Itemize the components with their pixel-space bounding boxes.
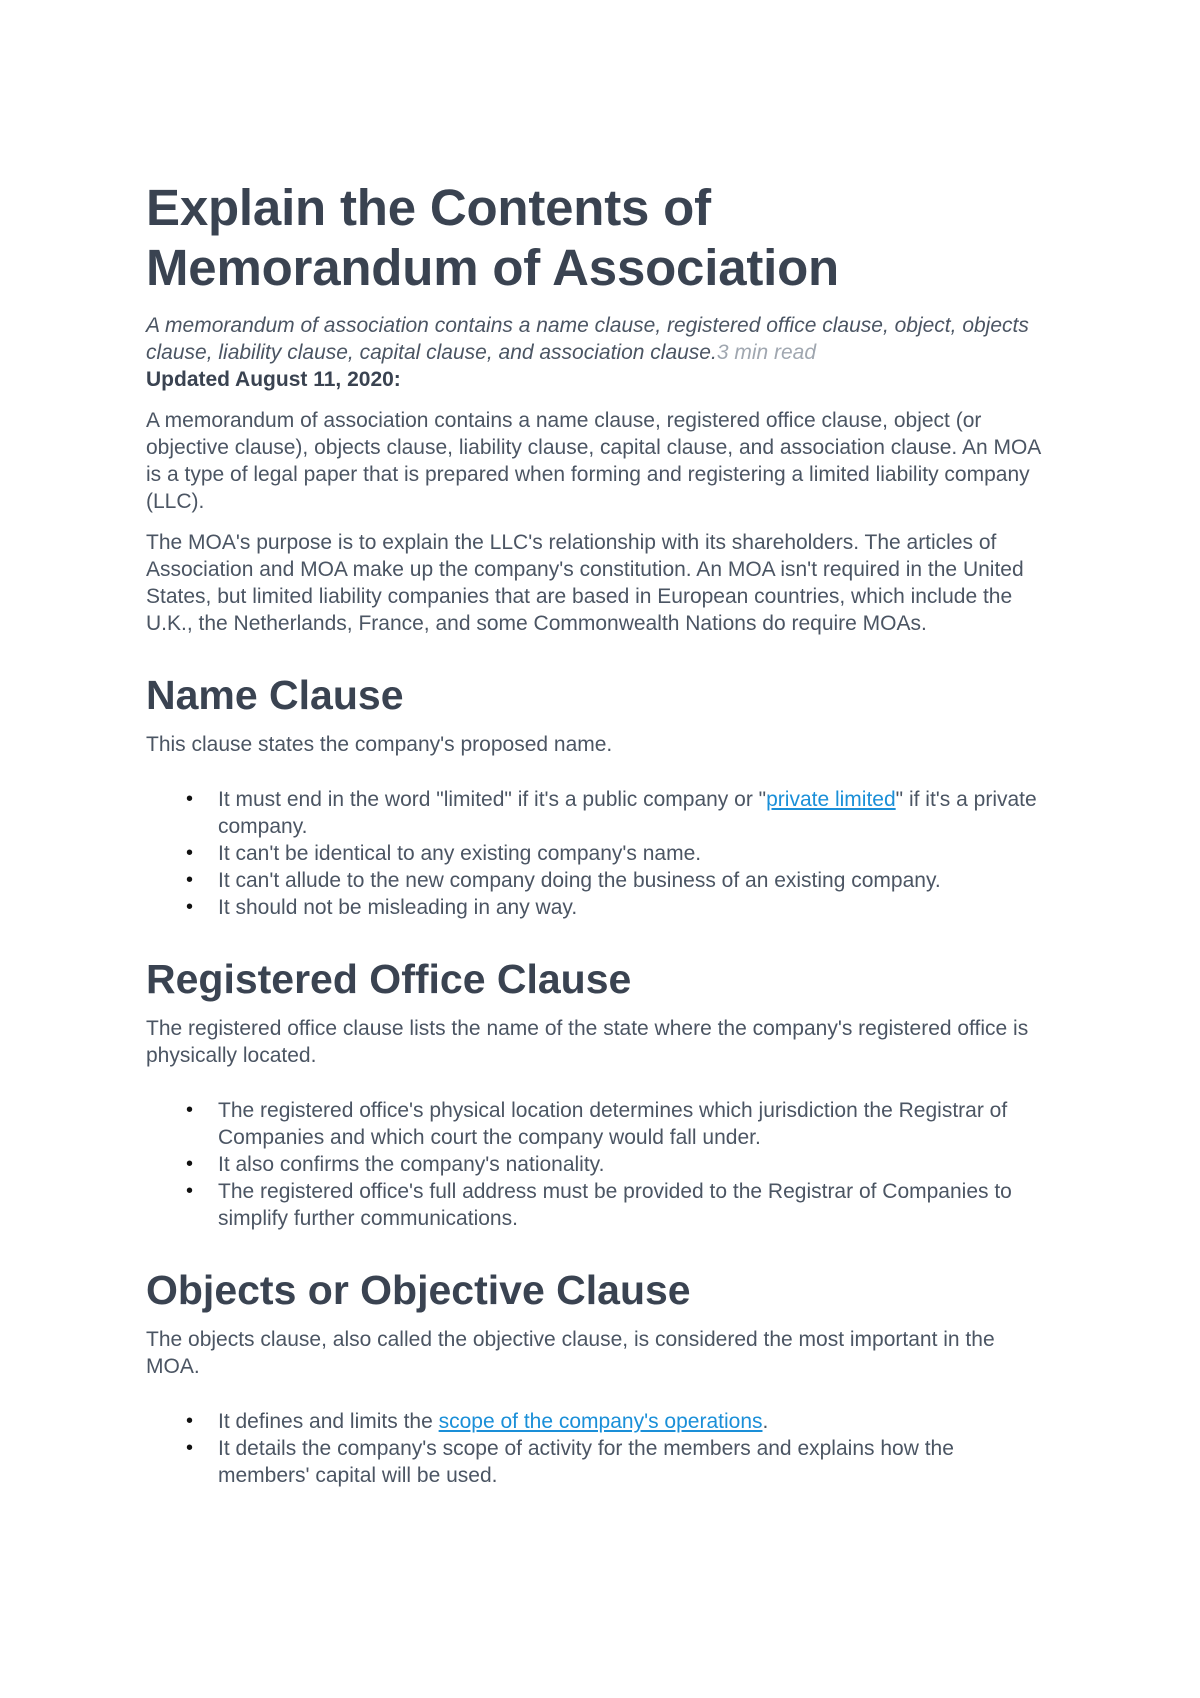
section-heading-name-clause: Name Clause bbox=[146, 672, 404, 718]
list-item-text: It can't be identical to any existing company's name. bbox=[218, 842, 702, 865]
private-limited-link[interactable]: private limited bbox=[766, 788, 896, 811]
list-item-text: . bbox=[762, 1410, 769, 1433]
page-title: Explain the Contents of Memorandum of Association bbox=[146, 179, 840, 296]
list-item-text: It can't allude to the new company doing the business of an existing company. bbox=[218, 869, 941, 892]
section-heading-registered-office: Registered Office Clause bbox=[146, 956, 632, 1002]
objects-clause-text: The objects clause, also called the objective clause, is considered the most important in the MOA. bbox=[146, 1328, 995, 1378]
list-item bbox=[146, 1435, 1050, 1489]
objects-clause-list bbox=[146, 1408, 1050, 1489]
bullet-icon: • bbox=[186, 869, 194, 891]
intro-paragraph-1: A memorandum of association contains a name clause, registered office clause, object (or objective clause), objects clause, liability clause, capital clause, and association clause. An MOA is a type of legal paper that is prepared when forming and registering a limited liability company (LLC). bbox=[146, 409, 1041, 513]
list-item bbox=[146, 1097, 1050, 1151]
bullet-icon: • bbox=[186, 1410, 194, 1432]
bullet-icon: • bbox=[186, 1099, 194, 1121]
list-item-text: It should not be misleading in any way. bbox=[218, 896, 578, 919]
intro-paragraph-2: The MOA's purpose is to explain the LLC's relationship with its shareholders. The articles of Association and MOA make up the company's constitution. An MOA isn't required in the United States, but limited liability companies that are based in European countries, which include the U.K., the Netherlands, France, and some Commonwealth Nations do require MOAs. bbox=[146, 531, 1024, 635]
bullet-icon: • bbox=[186, 788, 194, 810]
summary-text: A memorandum of association contains a name clause, registered office clause, object, objects clause, liability clause, capital clause, and association clause. bbox=[146, 314, 1029, 364]
bullet-icon: • bbox=[186, 896, 194, 918]
bullet-icon: • bbox=[186, 842, 194, 864]
list-item bbox=[146, 840, 1050, 867]
list-item bbox=[146, 1151, 1050, 1178]
list-item bbox=[146, 1178, 1050, 1232]
read-time: 3 min read bbox=[716, 341, 817, 364]
list-item bbox=[146, 786, 1050, 840]
updated-date: Updated August 11, 2020: bbox=[146, 368, 401, 391]
list-item-text: The registered office's full address must be provided to the Registrar of Companies to simplify further communications. bbox=[218, 1180, 1012, 1230]
scope-of-operations-link[interactable]: scope of the company's operations bbox=[438, 1410, 763, 1433]
bullet-icon: • bbox=[186, 1153, 194, 1175]
list-item bbox=[146, 894, 1050, 921]
registered-office-text: The registered office clause lists the name of the state where the company's registered office is physically located. bbox=[146, 1017, 1029, 1067]
bullet-icon: • bbox=[186, 1180, 194, 1202]
list-item-text: It must end in the word "limited" if it's a public company or " bbox=[218, 788, 767, 811]
name-clause-text: This clause states the company's proposed name. bbox=[146, 733, 613, 756]
list-item-text: It also confirms the company's nationality. bbox=[218, 1153, 605, 1176]
list-item bbox=[146, 1408, 1050, 1435]
bullet-icon: • bbox=[186, 1437, 194, 1459]
name-clause-list bbox=[146, 786, 1050, 921]
section-heading-objects-clause: Objects or Objective Clause bbox=[146, 1267, 691, 1313]
registered-office-list bbox=[146, 1097, 1050, 1232]
article-summary bbox=[146, 312, 1050, 366]
list-item-text: " if it's a private company. bbox=[218, 788, 1037, 838]
list-item-text: It details the company's scope of activity for the members and explains how the members' capital will be used. bbox=[218, 1437, 954, 1487]
list-item bbox=[146, 867, 1050, 894]
list-item-text: The registered office's physical location determines which jurisdiction the Registrar of Companies and which court the company would fall under. bbox=[218, 1099, 1008, 1149]
list-item-text: It defines and limits the bbox=[218, 1410, 439, 1433]
